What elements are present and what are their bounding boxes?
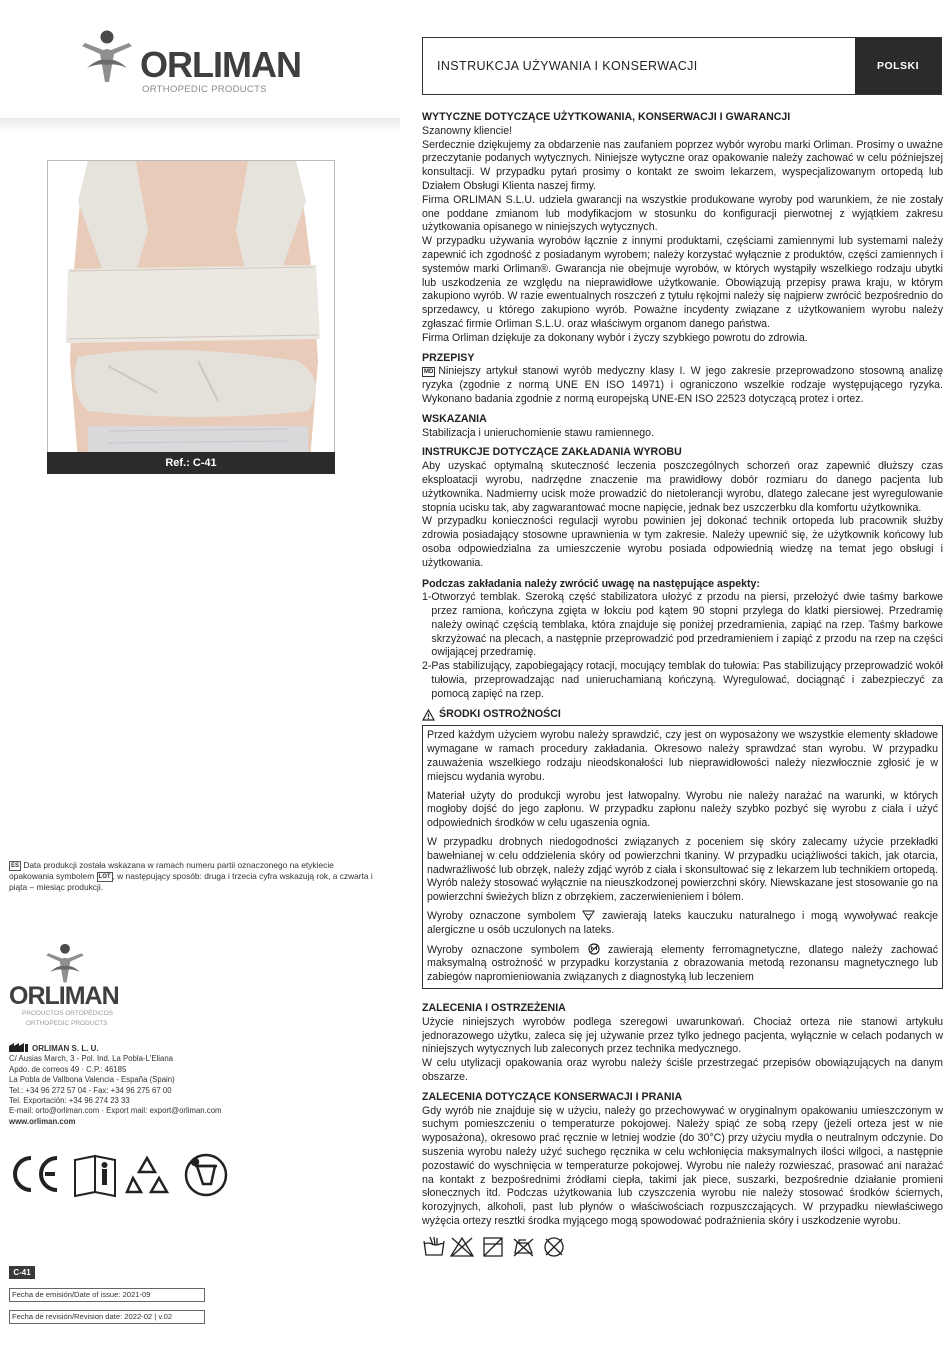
lot-note-badge: ES — [11, 863, 20, 869]
step-number: 1- — [422, 591, 432, 604]
paragraph: Aby uzyskać optymalną skuteczność leczenia poszczególnych schorzeń oraz zapewnić dłuższy czas eksploatacji wyrobu, nadrzędne znaczenie ma prawidłowy dobór rozmiaru do danego pacjenta lub użytkownika. Nadmierny ucisk może prowadzić do nietolerancji wyrobu, dlatego zalecane jest wyregulowanie stopnia ucisku tak, aby zagwarantować mocne napięcie, jednak bez uszczerbku dla komfortu użytkownika. — [422, 460, 943, 514]
product-code-badge: C-41 — [9, 1266, 35, 1279]
product-photo — [47, 160, 335, 474]
paragraph: Użycie niniejszych wyrobów podlega szeregowi uwarunkowań. Chociaż orteza nie stanowi artykułu jednorazowego użytku, zaleca się jej używanie przez tylko jednego pacjenta, wyłącznie w celach podanych w niniejszych wytycznych lub zaleconych przez technika medycznego. — [422, 1015, 943, 1056]
paragraph: Serdecznie dziękujemy za obdarzenie nas zaufaniem poprzez wybór wyrobu marki Orliman. Prosimy o uważne przeczytanie podanych wytycznych. Niniejsze wytyczne oraz opakowanie należy zachować w celu późniejszej konsultacji. W przypadku pytań prosimy o kontakt ze swoim lekarzem, wyspecjalizowanym ortopedą lub Działem Obsługi Klienta naszej firmy. — [422, 138, 943, 192]
section-title: ZALECENIA I OSTRZEŻENIA — [422, 1002, 566, 1015]
product-reference: Ref.: C-41 — [47, 452, 335, 474]
company-line: Apdo. de correos 49 · C.P.: 46185 — [9, 1064, 127, 1074]
brand-logo-top — [78, 28, 318, 98]
paragraph-part: zawierają elementy ferromagnetyczne, dlatego należy zachować maksymalną ostrożność w przypadku korzystania z obrazowania metodą rezonansu magnetycznego lub zabiegów napromieniowania związanych z diagnostyką lub leczeniem — [427, 943, 938, 984]
paragraph: Materiał użyty do produkcji wyrobu jest łatwopalny. Wyrobu nie należy narażać na warunki, w których mogłoby dojść do jego zapłonu. W przypadku zapłonu należy szybko pozbyć się wyrobu z ciała i użyć odpowiednich środków w celu ugaszenia ognia. — [427, 789, 938, 830]
care-icons — [422, 1235, 943, 1261]
waste-disposal-icon — [186, 1155, 226, 1195]
hand-wash-icon — [424, 1237, 444, 1255]
paragraph: W celu utylizacji opakowania oraz wyrobu należy ściśle przestrzegać przepisów obowiązujących na danym obszarze. — [422, 1057, 943, 1083]
lot-note-text-a: Data produkcji została wskazana w ramach numeru partii oznaczonego na etykiecie opakowania symbolem — [9, 860, 334, 881]
company-info — [9, 1043, 269, 1127]
step-text: Pas stabilizujący, zapobiegający rotacji, mocujący temblak do tułowia: Pas stabilizujący przeprowadzić wokół tułowia, przeprowadzając nad unieruchamianą kończyną. Wyregulować, dociągnąć i zabezpieczyć za pomocą zapięć na rzep. — [431, 660, 943, 700]
ferromagnetic-icon — [588, 943, 600, 955]
paragraph: W przypadku używania wyrobów łącznie z innymi produktami, częściami zamiennymi lub systemami należy zapewnić ich zgodność z posiadanym wyrobem; należy korzystać wyłącznie z produktów, części zamiennych i systemów marki Orliman®. Gwarancja nie obejmuje wyrobów, w których wystąpiły wszelkiego rodzaju ubytki lub uszkodzenia ze względu na nieprawidłowe użytkowanie. Obowiązują przepisy prawa kraju, w którym zakupiono wyrób. W razie ewentualnych roszczeń z tytułu rękojmi należy się najpierw zwrócić bezpośrednio do sprzedawcy, u którego zakupiono wyrób. Poważne incydenty związane z użytkowaniem wyrobu należy zgłaszać firmie Orliman S.L.U. oraz właściwym organom danego państwa. — [422, 235, 943, 330]
greeting: Szanowny kliencie! — [422, 124, 513, 137]
company-line: C/ Ausias March, 3 - Pol. Ind. La Pobla-L'Eliana — [9, 1054, 174, 1064]
document-header — [422, 37, 942, 95]
paragraph: W przypadku drobnych niedogodności związanych z poceniem się skóry zalecamy użycie przekładki bawełnianej w celu oddzielenia skóry od powierzchni tkaniny. W przypadku uciążliwości takich, jak otarcia, nadwrażliwość lub obrzęk, należy zdjąć wyrób z ciała i skonsultować się z lekarzem lub technikiem ortopedą. Wyrób należy stosować wyłącznie na nieuszkodzonej powierzchni skóry. Niewskazane jest stosowanie go na powierzchni świeżych blizn z obrzękiem, zaczerwienieniem i bólem. — [427, 836, 938, 904]
latex-icon — [582, 910, 595, 921]
list-item — [422, 591, 943, 660]
paragraph: Stabilizacja i unieruchomienie stawu ramiennego. — [422, 426, 655, 439]
instructions-book-icon — [75, 1156, 115, 1196]
document-title: INSTRUKCJA UŻYWANIA I KONSERWACJI — [437, 59, 698, 73]
revision-date: Fecha de revisión/Revision date: 2022-02 | v.02 — [9, 1310, 205, 1324]
no-iron-icon — [514, 1239, 533, 1256]
company-website: www.orliman.com — [9, 1116, 76, 1126]
step-number: 2- — [422, 660, 432, 673]
header-divider — [0, 118, 400, 132]
product-illustration — [48, 161, 335, 474]
section-title: ZALECENIA DOTYCZĄCE KONSERWACJI I PRANIA — [422, 1090, 683, 1103]
medical-device-badge: MD — [424, 369, 434, 376]
section-title: WSKAZANIA — [422, 412, 487, 425]
brand-subtitle-en: ORTHOPEDIC PRODUCTS — [26, 1020, 108, 1027]
placement-section — [422, 446, 943, 701]
precautions-section — [422, 708, 943, 989]
paragraph: Niniejszy artykuł stanowi wyrób medyczny klasy I. W jego zakresie przeprowadzono stosowną analizę ryzyka (zgodnie z normą UNE EN ISO 14971) i ograniczono wszelkie rodzaje występującego ryzyka. Wykonano badania zgodnie z normą europejską UNE-EN ISO 22523 dotyczącą protez i ortez. — [422, 365, 943, 405]
no-dry-clean-icon — [545, 1238, 563, 1256]
section-title: PRZEPISY — [422, 351, 475, 364]
section-title: ŚRODKI OSTROŻNOŚCI — [439, 707, 561, 720]
paragraph: W przypadku konieczności regulacji wyrobu powinien jej dokonać technik ortopeda lub pracownik służby zdrowia posiadający stosowne uprawnienia w tym zakresie. Należy upewnić się, że użytkownik końcowy lub osoba odpowiedzialna za umieszczenie wyrobu posiada odpowiednią wiedzę na temat jego obsługi i użytkowania. — [422, 515, 943, 569]
paragraph-part: Wyroby oznaczone symbolem — [427, 943, 580, 956]
brand-name: ORLIMAN — [140, 44, 301, 85]
brand-subtitle: ORTHOPEDIC PRODUCTS — [142, 84, 267, 95]
orliman-figure-icon — [78, 28, 136, 84]
indications-section — [422, 413, 943, 441]
company-name: ORLIMAN S. L. U. — [32, 1044, 99, 1053]
brand-subtitle-es: PRODUCTOS ORTOPÉDICOS — [22, 1010, 114, 1017]
regulations-section — [422, 352, 943, 407]
paragraph: Gdy wyrób nie znajduje się w użyciu, należy go przechowywać w oryginalnym opakowaniu umieszczonym w suchym pomieszczeniu o temperaturze pokojowej. Należy spiąć ze sobą rzepy (jeżeli orteza jest w nie wyposażona), okresowo prać ręcznie w letniej wodzie (do 30°C) przy użyciu mydła o neutralnym odczynie. Do suszenia wyrobu należy użyć suchego ręcznika w celu wchłonięcia maksymalnych ilości wilgoci, a następnie pozostawić do wyschnięcia w temperaturze pokojowej. Wyrobu nie należy rozwieszać, prasować ani narażać na kontakt z bezpośrednimi źródłami ciepła, takimi jak piece, suszarki, bezpośrednie działanie promieni słonecznych itd. Podczas użytkowania lub czyszczenia wyrobu nie należy stosować środków ściernych, korozyjnych, alkoholi, past lub płynów o właściwościach rozpuszczających. W przypadku niewłaściwego wyżęcia ortezy resztki środka myjącego mogą spowodować podrażnienia skóry i uszkodzenie wyrobu. — [422, 1104, 943, 1227]
company-line: Tel.: +34 96 272 57 04 - Fax: +34 96 275 67 00 — [9, 1085, 172, 1095]
precautions-box — [422, 725, 943, 989]
lot-note-text-b: , w następujący sposób: druga i trzecia cyfra wskazują rok, a czwarta i piąta – miesiąc produkcji. — [9, 871, 373, 892]
company-line: E-mail: orto@orliman.com · Export mail: export@orliman.com — [9, 1106, 222, 1116]
precautions-heading — [422, 708, 943, 722]
recycle-icon — [127, 1158, 167, 1192]
lot-note — [9, 860, 379, 893]
company-line: La Pobla de Vallbona Valencia - España (Spain) — [9, 1075, 175, 1085]
lot-symbol: LOT — [98, 874, 111, 880]
section-title: INSTRUKCJE DOTYCZĄCE ZAKŁADANIA WYROBU — [422, 446, 682, 459]
brand-logo-bottom — [9, 942, 209, 1032]
no-bleach-icon — [451, 1238, 473, 1256]
recommendations-section — [422, 1002, 943, 1085]
section-title: WYTYCZNE DOTYCZĄCE UŻYTKOWANIA, KONSERWACJI I GWARANCJI — [422, 111, 791, 123]
brand-name-bottom: ORLIMAN — [9, 982, 119, 1010]
certification-icons — [9, 1150, 239, 1200]
paragraph: Firma ORLIMAN S.L.U. udziela gwarancji na wszystkie produkowane wyroby pod warunkiem, że nie zostały one poddane zmianom lub modyfikacjom w stosunku do konfiguracji pierwotnej z wyjątkiem zakresu użytkowania opisanego w niniejszych wytycznych. — [422, 193, 943, 234]
no-tumble-dry-icon — [484, 1238, 502, 1256]
warning-icon — [422, 709, 435, 721]
step-text: Otworzyć temblak. Szeroką część stabilizatora ułożyć z przodu na piersi, przełożyć dwie taśmy barkowe przez ramiona, kończyna zgięta w łokciu pod kątem 90 stopni przylega do klatki piersiowej. Przedramię należy owinąć częścią temblaka, która znajduje się poniżej przedramienia, zapiąć na rzep. Taśmy barkowe skrzyżować na plecach, a następnie przeprowadzić pod przedramieniem i zapiąć z przodu na rzep na części owijającej przedramię. — [431, 591, 943, 659]
paragraph-part: Wyroby oznaczone symbolem — [427, 910, 576, 923]
language-tab: POLSKI — [855, 38, 941, 94]
guidelines-section — [422, 111, 943, 346]
paragraph: Przed każdym użyciem wyrobu należy sprawdzić, czy jest on wyposażony we wszystkie elementy składowe wymagane w ramach procedury zakładania. Okresowo należy sprawdzać stan wyrobu. W przypadku zauważenia wszelkiego rodzaju nieodskonałości lub nieprawidłowości należy niezwłocznie zgłosić je w miejscu wydania wyrobu. — [427, 729, 938, 783]
orliman-figure-icon — [43, 942, 87, 984]
paragraph: Firma Orliman dziękuje za dokonany wybór i życzy szybkiego powrotu do zdrowia. — [422, 331, 808, 344]
ce-mark-icon — [15, 1158, 57, 1190]
company-line: Tel. Exportación: +34 96 274 23 33 — [9, 1096, 130, 1106]
issue-date: Fecha de emisión/Date of issue: 2021-09 — [9, 1288, 205, 1302]
manufacturer-icon — [9, 1043, 29, 1052]
care-section — [422, 1091, 943, 1261]
paragraph-part: zawierają lateks kauczuku naturalnego i mogą wywoływać reakcje alergiczne u osób uczulonych na lateks. — [427, 910, 938, 936]
list-item — [422, 660, 943, 701]
instructions-content — [422, 111, 943, 1261]
aspects-title: Podczas zakładania należy zwrócić uwagę na następujące aspekty: — [422, 577, 760, 590]
